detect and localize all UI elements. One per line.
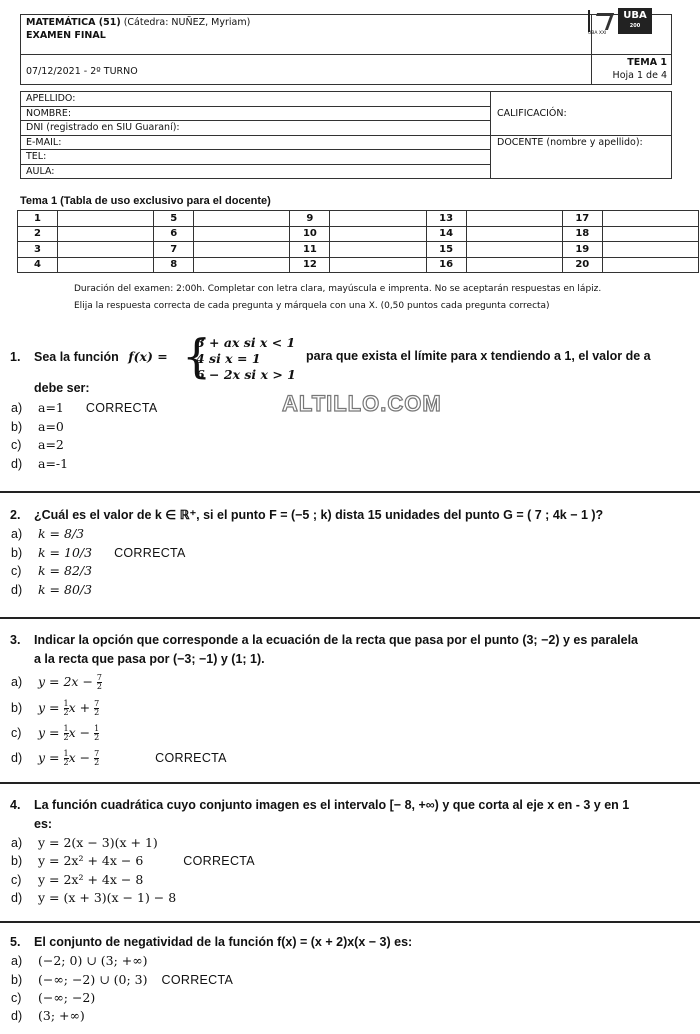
- field-nombre[interactable]: NOMBRE:: [21, 107, 490, 122]
- field-dni[interactable]: DNI (registrado en SIU Guaraní):: [21, 121, 490, 136]
- calificacion-label: CALIFICACIÓN:: [497, 108, 567, 119]
- grid-question-number: 19: [562, 242, 602, 258]
- q5-option-a[interactable]: a) (−2; 0) ∪ (3; +∞): [11, 953, 148, 968]
- field-aula[interactable]: AULA:: [26, 165, 55, 177]
- grid-answer-cell[interactable]: [330, 211, 426, 227]
- q3-option-c[interactable]: c) y = $\frac{1}{2}$ x − $\frac{1}{2}$: [11, 724, 100, 742]
- grid-question-number: 6: [154, 226, 194, 242]
- correct-mark: CORRECTA: [183, 854, 255, 868]
- grid-question-number: 11: [290, 242, 330, 258]
- field-apellido[interactable]: APELLIDO:: [21, 92, 490, 107]
- field-email[interactable]: E-MAIL:: [21, 136, 490, 151]
- q4-option-c[interactable]: c) y = 2x² + 4x − 8: [11, 872, 144, 887]
- question-4: 4. La función cuadrática cuyo conjunto imagen es el intervalo [− 8, +∞) y que corta al eje x en - 3 y en 1: [10, 798, 630, 812]
- q5-option-d[interactable]: d) (3; +∞): [11, 1008, 85, 1023]
- docente-label: DOCENTE (nombre y apellido):: [497, 137, 643, 148]
- field-tel[interactable]: TEL:: [21, 150, 490, 165]
- grid-question-number: 14: [426, 226, 466, 242]
- grid-answer-cell[interactable]: [602, 211, 698, 227]
- page-count: Hoja 1 de 4: [612, 70, 667, 81]
- grid-question-number: 2: [18, 226, 58, 242]
- grid-question-number: 10: [290, 226, 330, 242]
- watermark: ALTILLO.COM: [282, 391, 442, 416]
- q4-option-b[interactable]: b) y = 2x² + 4x − 6 CORRECTA: [11, 853, 255, 868]
- q3-option-b[interactable]: b) y = $\frac{1}{2}$ x + $\frac{7}{2}$: [11, 699, 100, 717]
- q2-option-d[interactable]: d) k = 80/3: [11, 582, 93, 597]
- grid-row: [18, 211, 699, 227]
- instruction-mark: Elija la respuesta correcta de cada pregunta y márquela con una X. (0,50 puntos cada pregunta correcta): [74, 301, 550, 311]
- q2-option-b[interactable]: b) k = 10/3 CORRECTA: [11, 545, 186, 560]
- tema-label: TEMA 1: [627, 57, 667, 68]
- grid-answer-cell[interactable]: [466, 242, 562, 258]
- grid-answer-cell[interactable]: [466, 257, 562, 273]
- uba-mark-icon: [588, 10, 610, 32]
- piecewise-brace: {: [182, 329, 212, 383]
- q2-option-a[interactable]: a) k = 8/3: [11, 526, 85, 541]
- q1-option-c[interactable]: c) a=2: [11, 437, 64, 452]
- question-3: 3. Indicar la opción que corresponde a la ecuación de la recta que pasa por el punto (3; −2) y es paralela: [10, 633, 639, 647]
- grid-question-number: 8: [154, 257, 194, 273]
- grid-answer-cell[interactable]: [466, 226, 562, 242]
- subject: MATEMÁTICA (51): [26, 17, 121, 28]
- subject-line: [26, 17, 250, 28]
- grid-answer-cell[interactable]: [330, 226, 426, 242]
- grid-question-number: 4: [18, 257, 58, 273]
- student-data-box: [20, 91, 672, 179]
- exam-type: EXAMEN FINAL: [26, 30, 106, 41]
- q2-option-c[interactable]: c) k = 82/3: [11, 563, 93, 578]
- correct-mark: CORRECTA: [85, 401, 158, 415]
- question-2: 2. ¿Cuál es el valor de k ∈ ℝ⁺, si el punto F = (−5 ; k) dista 15 unidades del punto G = ( 7 ; 4k − 1 )?: [10, 508, 604, 522]
- grid-row: [18, 242, 699, 258]
- grid-question-number: 15: [426, 242, 466, 258]
- grid-row: [18, 226, 699, 242]
- q4-option-d[interactable]: d) y = (x + 3)(x − 1) − 8: [11, 890, 177, 905]
- correct-mark: CORRECTA: [114, 546, 186, 560]
- uba-badge: UBA 200: [618, 8, 652, 34]
- q3-option-a[interactable]: a) y = 2x − $\frac{7}{2}$: [11, 673, 103, 691]
- grid-answer-cell[interactable]: [602, 257, 698, 273]
- grid-answer-cell[interactable]: [58, 211, 154, 227]
- uba-small-text: UBA XXI: [588, 31, 607, 36]
- grid-question-number: 7: [154, 242, 194, 258]
- tabla-title: Tema 1 (Tabla de uso exclusivo para el docente): [20, 195, 271, 207]
- uba-logo: [588, 8, 652, 34]
- grid-answer-cell[interactable]: [602, 242, 698, 258]
- catedra: (Cátedra: NUÑEZ, Myriam): [123, 17, 251, 28]
- grid-answer-cell[interactable]: [194, 242, 290, 258]
- grid-answer-cell[interactable]: [194, 211, 290, 227]
- question-5: 5. El conjunto de negatividad de la función f(x) = (x + 2)x(x − 3) es:: [10, 935, 413, 949]
- piece-3: 6 − 2x si x > 1: [196, 367, 296, 382]
- answer-grid: [17, 210, 699, 273]
- grid-question-number: 20: [562, 257, 602, 273]
- q3-option-d[interactable]: d) y = $\frac{1}{2}$ x − $\frac{7}{2}$ CORRECTA: [11, 749, 227, 767]
- q5-option-c[interactable]: c) (−∞; −2): [11, 990, 96, 1005]
- grid-question-number: 3: [18, 242, 58, 258]
- grid-answer-cell[interactable]: [194, 226, 290, 242]
- grid-answer-cell[interactable]: [330, 257, 426, 273]
- grid-answer-cell[interactable]: [466, 211, 562, 227]
- question-1-end: debe ser:: [34, 381, 90, 395]
- grid-answer-cell[interactable]: [330, 242, 426, 258]
- grid-answer-cell[interactable]: [58, 257, 154, 273]
- grid-question-number: 5: [154, 211, 194, 227]
- piece-1: 3 + ax si x < 1: [196, 335, 296, 350]
- correct-mark: CORRECTA: [161, 973, 234, 987]
- correct-mark: CORRECTA: [155, 751, 227, 765]
- grid-question-number: 16: [426, 257, 466, 273]
- grid-question-number: 1: [18, 211, 58, 227]
- question-1: 1. Sea la función f(x) =: [10, 349, 168, 364]
- grid-row: [18, 257, 699, 273]
- grid-question-number: 13: [426, 211, 466, 227]
- question-1-text: para que exista el límite para x tendiendo a 1, el valor de a: [306, 349, 651, 363]
- grid-question-number: 12: [290, 257, 330, 273]
- exam-header: [20, 14, 672, 85]
- instruction-duration: Duración del examen: 2:00h. Completar con letra clara, mayúscula e imprenta. No se aceptarán respuestas en lápiz.: [74, 284, 602, 294]
- q1-option-d[interactable]: d) a=-1: [11, 456, 69, 471]
- grid-question-number: 17: [562, 211, 602, 227]
- piece-2: 4 si x = 1: [196, 351, 261, 366]
- grid-answer-cell[interactable]: [194, 257, 290, 273]
- q1-option-b[interactable]: b) a=0: [11, 419, 64, 434]
- grid-answer-cell[interactable]: [58, 242, 154, 258]
- question-3-line2: a la recta que pasa por (−3; −1) y (1; 1).: [34, 652, 265, 666]
- q1-option-a[interactable]: a) a=1 CORRECTA: [11, 400, 158, 415]
- exam-date: 07/12/2021 - 2º TURNO: [26, 66, 138, 77]
- grid-answer-cell[interactable]: [602, 226, 698, 242]
- q4-option-a[interactable]: a) y = 2(x − 3)(x + 1): [11, 835, 158, 850]
- grid-question-number: 9: [290, 211, 330, 227]
- q5-option-b[interactable]: b) (−∞; −2) ∪ (0; 3) CORRECTA: [11, 972, 234, 987]
- question-4-line2: es:: [34, 817, 53, 831]
- grid-answer-cell[interactable]: [58, 226, 154, 242]
- grid-question-number: 18: [562, 226, 602, 242]
